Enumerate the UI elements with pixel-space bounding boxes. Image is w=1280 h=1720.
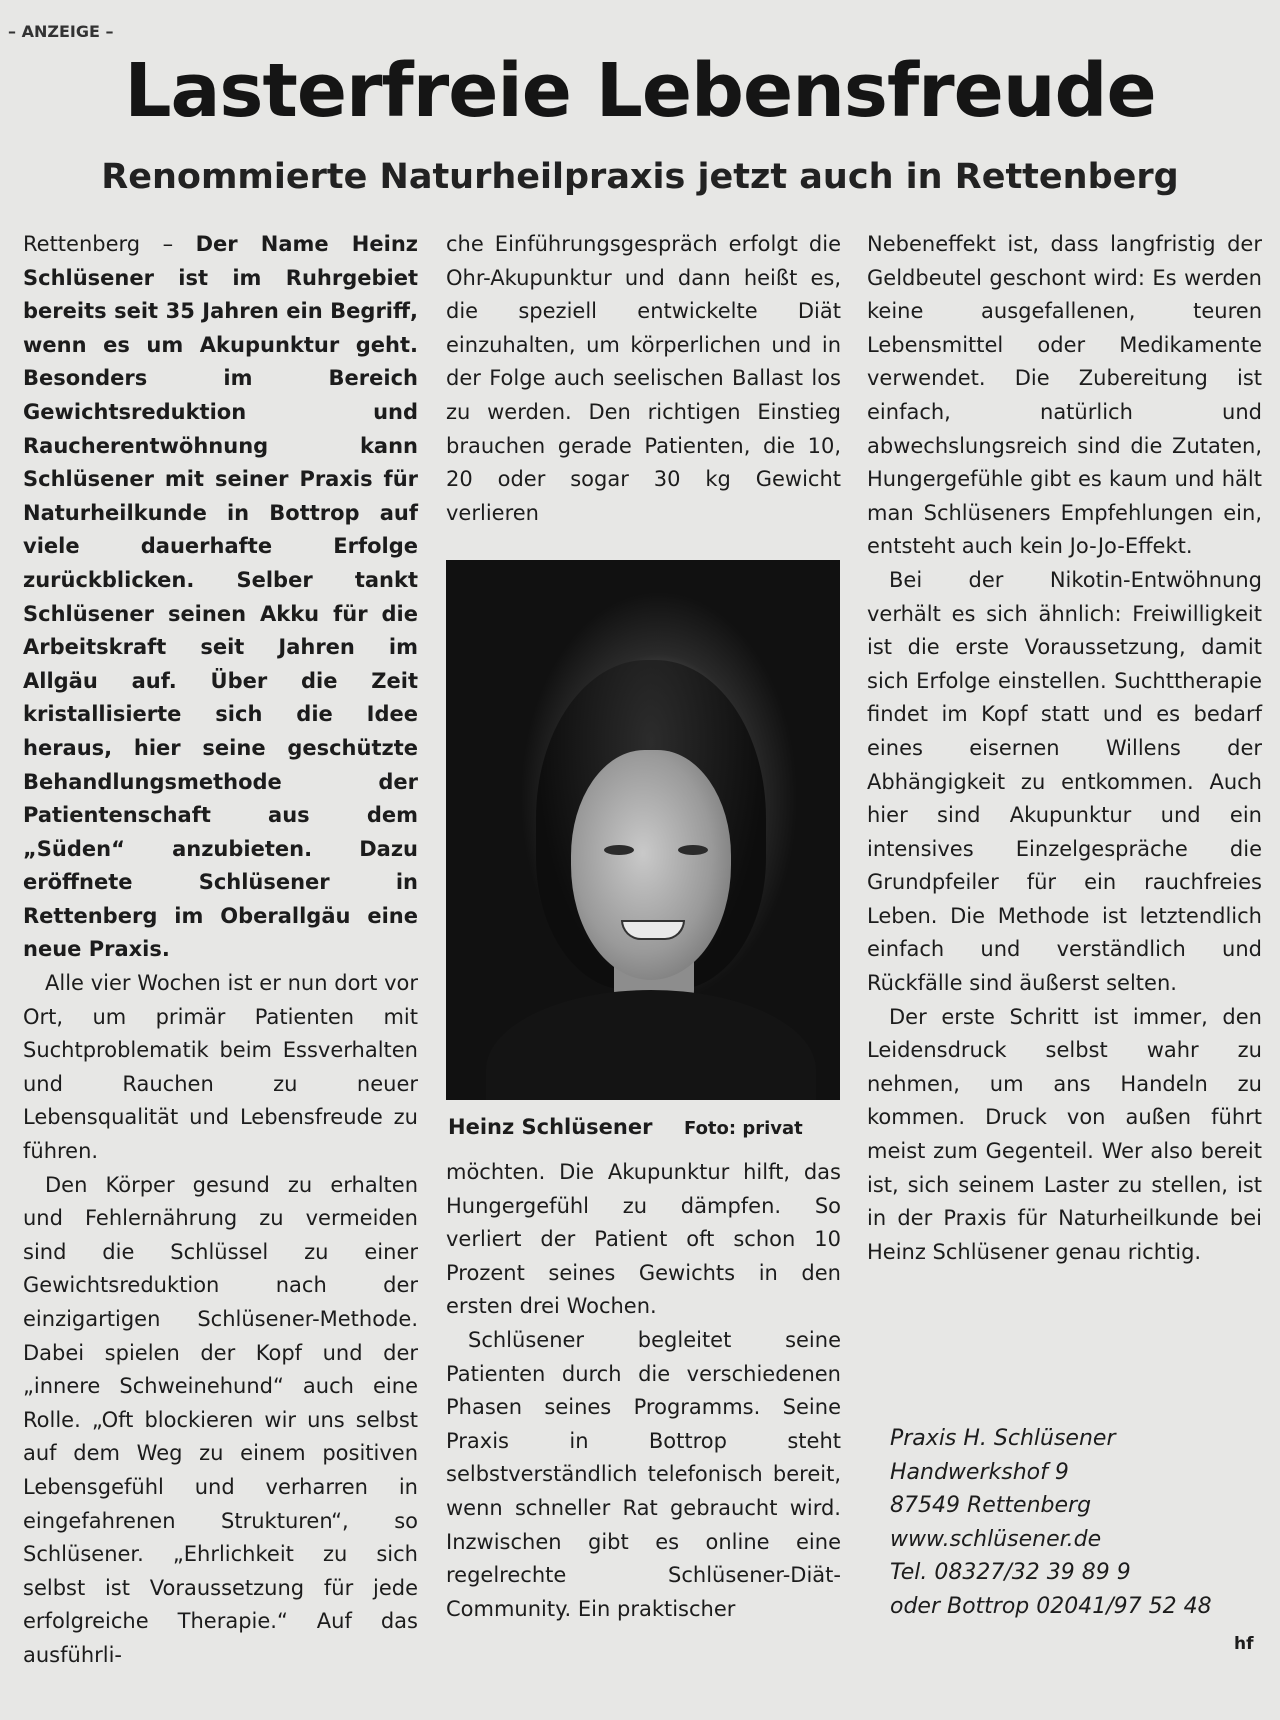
article-column-3 bbox=[867, 228, 1262, 1269]
photo-face-shape bbox=[571, 750, 731, 980]
photo-shirt-shape bbox=[486, 990, 816, 1100]
paragraph: Alle vier Wochen ist er nun dort vor Ort, um primär Patienten mit Suchtproblematik beim Essverhalten und Rauchen zu neuer Lebensqualität und Lebensfreude zu führen. bbox=[23, 971, 418, 1164]
article-column-2-bottom bbox=[446, 1156, 841, 1626]
paragraph: möchten. Die Akupunktur hilft, das Hungergefühl zu dämpfen. So verliert der Patient oft schon 10 Prozent seines Gewichts in den ersten drei Wochen. bbox=[446, 1160, 841, 1319]
phone-line: Tel. 08327/32 39 89 9 bbox=[890, 1560, 1131, 1586]
advertisement-label: – ANZEIGE – bbox=[8, 22, 114, 41]
address-line: 87549 Rettenberg bbox=[890, 1493, 1092, 1519]
address-line: Handwerkshof 9 bbox=[890, 1459, 1069, 1485]
lead-text: Der Name Heinz Schlüsener ist im Ruhrgebiet bereits seit 35 Jahren ein Begriff, wenn es um Akupunktur geht. Besonders im Bereich Gewichtsreduktion und Raucherentwöhnung kann Schlüsener mit seiner Praxis für Naturheilkunde in Bottrop auf viele dauerhafte Erfolge zurückblicken. Selber tankt Schlüsener seinen Akku für die Arbeitskraft seit Jahren im Allgäu auf. Über die Zeit kristallisierte sich die Idee heraus, hier seine geschützte Behandlungsmethode der Patientenschaft aus dem „Süden“ anzubieten. Dazu eröffnete Schlüsener in Rettenberg im Oberallgäu eine neue Praxis. bbox=[23, 232, 418, 962]
article-column-2-top bbox=[446, 228, 841, 530]
photo-caption-name: Heinz Schlüsener bbox=[448, 1115, 653, 1139]
practice-address bbox=[890, 1422, 1212, 1624]
dateline: Rettenberg – bbox=[23, 232, 196, 256]
address-line: Praxis H. Schlüsener bbox=[890, 1426, 1116, 1451]
website-text: www.schlüsener.de bbox=[890, 1526, 1102, 1552]
paragraph: che Einführungsgespräch erfolgt die Ohr-Akupunktur und dann heißt es, die speziell entwickelte Diät einzuhalten, um körperlichen und in der Folge auch seelischen Ballast los zu werden. Den richtigen Einstieg brauchen gerade Patienten, die 10, 20 oder sogar 30 kg Gewicht verlieren bbox=[446, 232, 841, 525]
paragraph: Nebeneffekt ist, dass langfristig der Geldbeutel geschont wird: Es werden keine ausgefallenen, teuren Lebensmittel oder Medikamente verwendet. Die Zubereitung ist einfach, natürlich und abwechslungsreich sind die Zutaten, Hungergefühle gibt es kaum und hält man Schlüseners Empfehlungen ein, entsteht auch kein Jo-Jo-Effekt. bbox=[867, 232, 1262, 559]
author-initials: hf bbox=[1234, 1634, 1254, 1654]
photo-smile-shape bbox=[621, 920, 685, 940]
article-column-1 bbox=[23, 228, 418, 1673]
paragraph: Den Körper gesund zu erhalten und Fehlernährung zu vermeiden sind die Schlüssel zu einer Gewichtsreduktion nach der einzigartigen Schlüsener-Methode. Dabei spielen der Kopf und der „innere Schweinehund“ auch eine Rolle. „Oft blockieren wir uns selbst auf dem Weg zu einem positiven Lebensgefühl und verharren in eingefahrenen Strukturen“, so Schlüsener. „Ehrlichkeit zu sich selbst ist Voraussetzung für jede erfolgreiche Therapie.“ Auf das ausführli- bbox=[23, 1172, 418, 1667]
paragraph: Schlüsener begleitet seine Patienten durch die verschiedenen Phasen seines Programms. Seine Praxis in Bottrop steht selbstverständlich telefonisch bereit, wenn schneller Rat gebraucht wird. Inzwischen gibt es online eine regelrechte Schlüsener-Diät-Community. Ein praktischer bbox=[446, 1327, 841, 1621]
portrait-photo bbox=[446, 560, 840, 1100]
phone-line: oder Bottrop 02041/97 52 48 bbox=[890, 1593, 1212, 1619]
paragraph: Bei der Nikotin-Entwöhnung verhält es sich ähnlich: Freiwilligkeit ist die erste Voraussetzung, damit sich Erfolge einstellen. Suchttherapie findet im Kopf statt und es bedarf eines eisernen Willens der Abhängigkeit zu entkommen. Auch hier sind Akupunktur und ein intensives Einzelgespräche die Grundpfeiler für ein rauchfreies Leben. Die Methode ist letztendlich einfach und verständlich und Rückfälle sind äußerst selten. bbox=[867, 567, 1262, 996]
headline: Lasterfreie Lebensfreude bbox=[124, 48, 1156, 134]
paragraph: Der erste Schritt ist immer, den Leidensdruck selbst wahr zu nehmen, um ans Handeln zu kommen. Druck von außen führt meist zum Gegenteil. Wer also bereit ist, sich seinem Laster zu stellen, ist in der Praxis für Naturheilkunde bei Heinz Schlüsener genau richtig. bbox=[867, 1004, 1262, 1264]
photo-credit: Foto: privat bbox=[684, 1118, 803, 1139]
photo-eye-shape bbox=[604, 845, 634, 855]
photo-eye-shape bbox=[678, 845, 708, 855]
subheadline: Renommierte Naturheilpraxis jetzt auch in Rettenberg bbox=[101, 157, 1179, 197]
lead-paragraph bbox=[23, 228, 418, 967]
